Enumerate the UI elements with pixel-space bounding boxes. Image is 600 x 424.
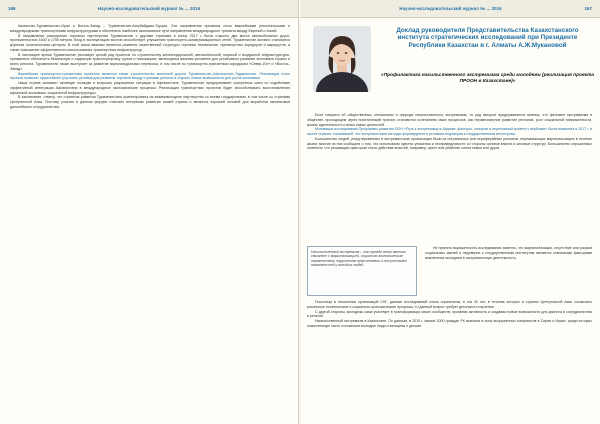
report-subtitle: «Профилактика насильственного экстремизма среди молодежи (реализация проекта ПРООН в Казахстане)» [381, 73, 595, 84]
right-page-header [301, 0, 600, 18]
right-side-body [425, 246, 592, 260]
right-page-number: 167 [584, 6, 592, 11]
portrait-image [313, 26, 371, 92]
right-header-title: Научно-исследовательский журнал № ... 2016 [399, 6, 502, 11]
left-page-body [10, 24, 290, 110]
paragraph: Насильственный экстремизм в Казахстане. По данным, в 2010 г. свыше 1000 граждан РК выехали в зоны вооруженных конфликтов в Сирии и Ираке, среди которых значительную часть составляли молодые люди и женщины с детьми. [307, 319, 592, 328]
author-photo [313, 26, 371, 92]
paragraph: Важнейшим транспортно-транзитным проектом является также строительство железной дороги Туркменистан–Афганистан–Таджикистан. Реализация этого проекта позволит существенно улучшить условия для развития торговли между странами региона и открыть новые возможности для роста экономики. [10, 71, 290, 81]
paragraph: Наша страна занимает активную позицию в вопросах разрешения ситуации в Афганистане. Туркменистан предпринимает конкретные шаги по содействию эффективной интеграции Афганистана в международные экономические процессы. Реализация транспортных проектов будет способствовать восстановлению афганской экономики, социальной инфраструктуры. [10, 81, 290, 95]
left-page [0, 0, 299, 424]
paragraph: Казахстан–Туркменистан–Иран и Восток-Запад – Туркменистан-Азербайджан-Турция. Эти направления призваны стать важнейшими региональными и международными транспортными инфраструктурами и обеспечить наиболее экономичные пути направления международного транзита между Европой и Азией. [10, 24, 290, 33]
paragraph: В настоящее время Туркменистан реализует целый ряд проектов по строительству железнодорожной, автомобильной, морской и воздушной инфраструктуры, призванных обеспечить безопасную и надежную транспортировку грузов и пассажиров, являющихся важным условием для устойчивого развития экономики страны и всего региона. Туркменистан также выступает за развитие мультимодальных перевозок, в том числе по транспортно-транзитным коридорам «Север–Юг» и «Восток–Запад». [10, 52, 290, 71]
paragraph: Не принято выраженность исследования заметно, что маргинализация, отсутствие или разрыв социальных связей и недоверие к государственным институтам являются ключевыми факторами вовлечения молодежи в экстремистскую деятельность. [425, 246, 592, 260]
right-intro-body [307, 113, 592, 151]
paragraph: Поскольку в отношении организаций СНГ, данные исследований очень ограничены, в эти 30 лет, в течение которых в странах Центральной Азии сложились различные политические и социально-экономические процессы, то данный вопрос требует детального изучения. [307, 300, 592, 309]
paragraph: С другой стороны, молодежь сама участвует в трансформации своих сообществ, проявляя активность и создавая новые возможности для диалога и сотрудничества в регионе. [307, 309, 592, 319]
pull-quote-box: Насильственный экстремизм – это прежде всего явление, связанное с маргинализацией, социально-экономическим неравенством, нарушением прав человека и отсутствием возможностей у молодых людей. [307, 246, 417, 296]
paragraph: Большинство людей, рекрутированных в экстремистские организации были из пограничных или периферийных регионов, переживающих маргинализацию в течение жизни; многие из них сообщали о том, что испытывали чувство унижения и несправедливости со стороны органов власти и силовых структур. Большинство опрошенных отметили, что решающим фактором стало действие властей, например, арест или убийство члена семьи или друга. [307, 136, 592, 151]
right-closing-body [307, 300, 592, 329]
paragraph: В направлении расширения торгового партнерства Туркменистан с другими странами в конце 2017 г. были открыты два моста автомобильных дорог, протяженностью 1600 и 1750 метров. Вход в эксплуатацию мостов способствует улучшению транспортно-коммуникационных сетей. Туркменистан активно становится крупным логистическим центром. В этой связи важным является развитие качественной структуры торговых терминалов, транспортных коридоров и маршрутов, а также повышение эффективности использования транспортных инфраструктур. [10, 33, 290, 52]
left-header-title: Научно-исследовательский журнал № ... 2016 [97, 6, 201, 11]
paragraph: Мотивация исследования Программы развития ООН «Путь к экстремизму в Африке: факторы, стимулы и переломный момент к вербовке» была выявлена в 2017 г. в шести странах, показавшей, что экстремистские взгляды формируются в условиях недоверия к государственным институтам. [307, 127, 592, 136]
paragraph: Если говорить об общественных отношениях и природе насильственного экстремизма, то ряд авторов придерживается мнения, что феномен экстремизма в обществе, проходящем через политический транзит, становится сочетанием таких процессов, как неравномерное развитие регионов, рост социальной напряженности, кризис идентичности и поиск новых ценностей. [307, 113, 592, 127]
left-page-header [0, 0, 298, 18]
left-page-number: 166 [8, 6, 16, 11]
paragraph: В заключение, отмечу, что стратегия развития Туркменистана ориентирована на взаимовыгодное партнерство со всеми государствами, в том числе со странами Центральной Азии. Поэтому участие в данном форуме отвечает интересам развития нашей страны и является хорошей основой для выработки механизмов дальнейшего сотрудничества. [10, 95, 290, 109]
right-page [301, 0, 600, 424]
report-title: Доклад руководителя Представительства Казахстанского института стратегических исследований при Президенте Республики Казахстан в г. Алматы А.Ж.Мукановой [396, 27, 579, 49]
